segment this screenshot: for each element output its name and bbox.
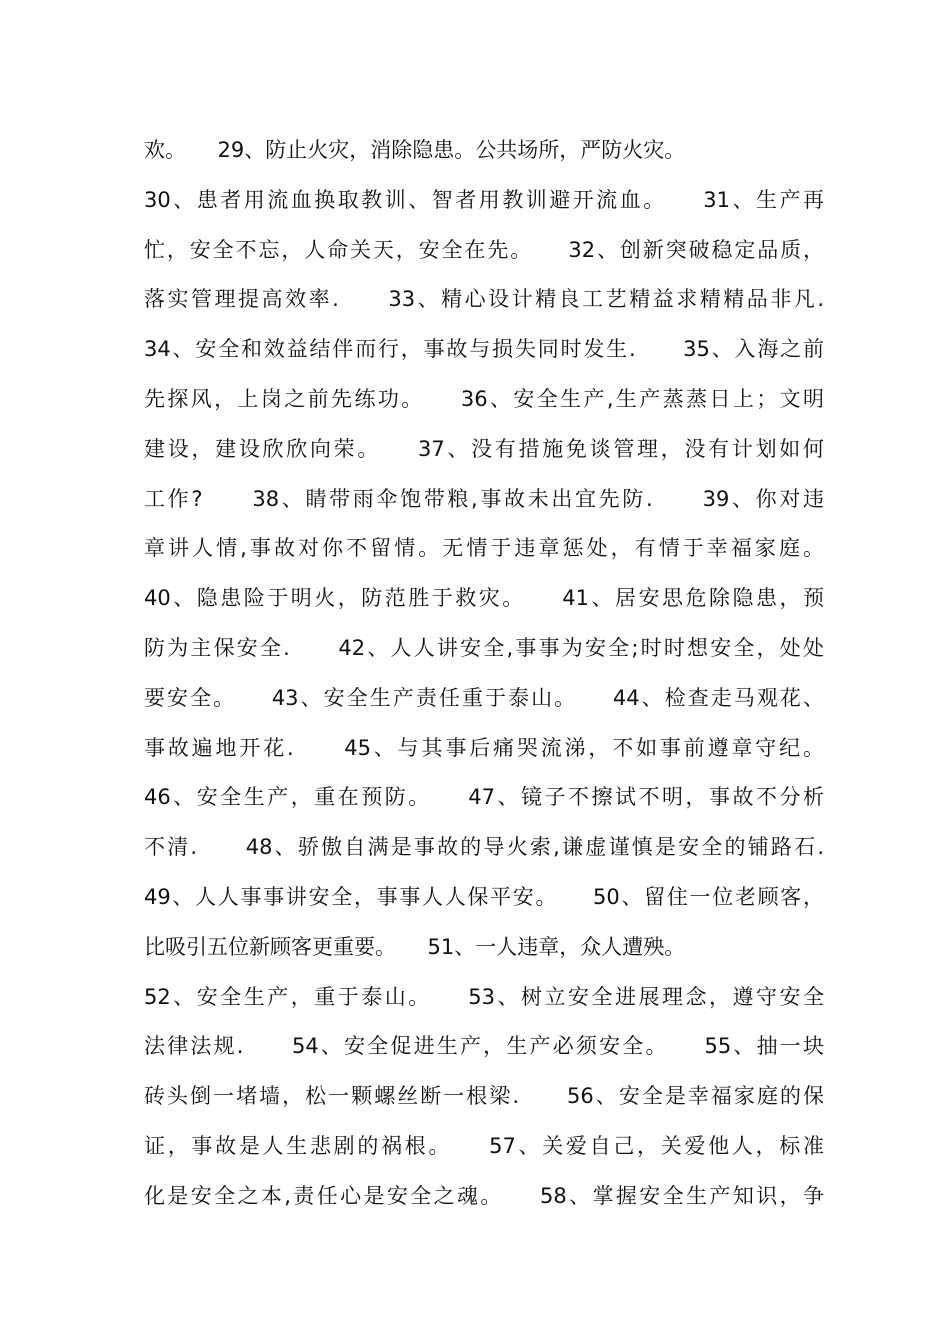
document-body	[144, 126, 824, 1222]
text-line: 不清. 48、骄傲自满是事故的导火索,谦虚谨慎是安全的铺路石.	[144, 835, 824, 860]
text-line: 49、人人事事讲安全，事事人人保平安。 50、留住一位老顾客，	[144, 884, 824, 909]
text-line: 落实管理提高效率. 33、精心设计精良工艺精益求精精品非凡.	[144, 287, 824, 312]
text-line: 34、安全和效益结伴而行，事故与损失同时发生. 35、入海之前	[144, 337, 824, 362]
text-line: 章讲人情,事故对你不留情。无情于违章惩处，有情于幸福家庭。	[144, 536, 824, 561]
text-line: 比吸引五位新顾客更重要。 51、一人违章，众人遭殃。	[144, 934, 686, 959]
text-line: 要安全。 43、安全生产责任重于泰山。 44、检查走马观花、	[144, 685, 824, 710]
text-line: 事故遍地开花. 45、与其事后痛哭流涕，不如事前遵章守纪。	[144, 735, 824, 760]
text-line: 忙，安全不忘，人命关天，安全在先。 32、创新突破稳定品质，	[144, 237, 824, 262]
text-line: 先探风，上岗之前先练功。 36、安全生产,生产蒸蒸日上；文明	[144, 386, 824, 411]
text-line: 46、安全生产，重在预防。 47、镜子不擦试不明，事故不分析	[144, 785, 824, 810]
text-line: 30、患者用流血换取教训、智者用教训避开流血。 31、生产再	[144, 187, 824, 212]
text-line: 法律法规. 54、安全促进生产，生产必须安全。 55、抽一块	[144, 1034, 824, 1059]
text-line: 防为主保安全. 42、人人讲安全,事事为安全;时时想安全，处处	[144, 635, 824, 660]
text-line: 砖头倒一堵墙，松一颗螺丝断一根梁. 56、安全是幸福家庭的保	[144, 1084, 824, 1109]
text-line: 化是安全之本,责任心是安全之魂。 58、掌握安全生产知识，争	[144, 1183, 824, 1208]
text-line: 欢。 29、防止火灾，消除隐患。公共场所，严防火灾。	[144, 138, 686, 162]
text-line: 工作? 38、睛带雨伞饱带粮,事故未出宜先防. 39、你对违	[144, 486, 824, 511]
text-line: 52、安全生产，重于泰山。 53、树立安全进展理念，遵守安全	[144, 984, 824, 1009]
text-line: 证，事故是人生悲剧的祸根。 57、关爱自己，关爱他人，标准	[144, 1133, 824, 1158]
text-line: 建设，建设欣欣向荣。 37、没有措施免谈管理，没有计划如何	[144, 436, 824, 461]
text-line: 40、隐患险于明火，防范胜于救灾。 41、居安思危除隐患，预	[144, 586, 824, 611]
